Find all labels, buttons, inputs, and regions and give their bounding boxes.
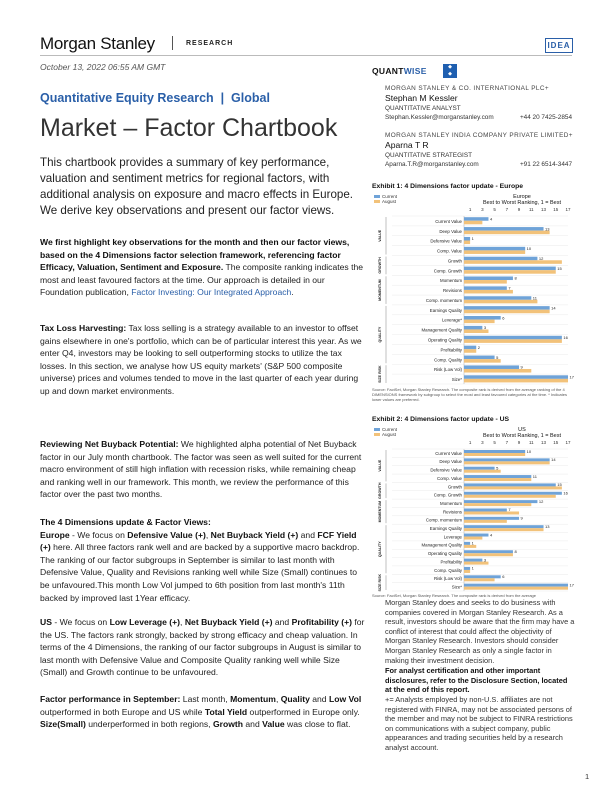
factor-views-paragraph: The 4 Dimensions update & Factor Views: Europe - We focus on Defensive Value (+), Net Buyback Yield (+) and FCF Yield (+) here. All three factors rank well and are backed by a supportive macro backdrop. The ranking of our factor subgroups in September is similar to last month with Defensive Value, Quality and Revisions ranking well while Size (Small) continues to be unfavoured.This month Low Vol jumped to 6th position from last month's 11th backed by improved last 1Year efficacy. <box>40 517 360 603</box>
bar-current <box>464 306 550 310</box>
group-label: VALUE <box>378 229 382 242</box>
perf-factor-quality: Quality <box>280 694 310 704</box>
bar-august <box>464 221 482 225</box>
bar-data-label: 12 <box>538 498 544 504</box>
x-tick-label: 7 <box>505 207 509 212</box>
category-label: Defensive Value <box>430 238 462 244</box>
category-label: Revisions <box>442 288 462 294</box>
bar-august <box>464 503 531 506</box>
bar-data-label: 12 <box>538 255 544 261</box>
performance-text-1: Last month, <box>180 694 231 704</box>
bar-august <box>464 578 495 581</box>
summary-paragraph: This chartbook provides a summary of key performance, valuation and sentiment metrics for regional factors, with additional analysis on exposure and macro effects in Europe. We derive key observations and present our factor views. <box>40 156 354 217</box>
brand-logo: Morgan Stanley <box>40 34 155 53</box>
intro-text: The composite ranking indicates the most and least favoured factors at the time. Our approach is detailed in our Foundation publication, <box>40 262 364 298</box>
category-label: Size* <box>451 584 462 590</box>
bar-august <box>464 495 556 498</box>
category-label: Profitability <box>440 559 462 565</box>
legend-label-current: Current <box>382 427 398 432</box>
bar-data-label: 15 <box>557 265 562 271</box>
us-paragraph: US - We focus on Low Leverage (+), Net Buyback Yield (+) and Profitability (+) for the US. The factors rank strongly, backed by strong efficacy and cheap valuation. In terms of the 4 Dimensions, the ranking of our factor subgroups in August is similar to last month with Defensive Value and Composite Quality ranking well while Size (Small) and Growth continue to be unfavoured. <box>40 617 365 678</box>
perf-factor-value: Value <box>262 719 285 730</box>
bar-current <box>464 575 501 578</box>
legend-label-august: August <box>382 432 397 437</box>
bar-data-label: 4 <box>489 532 493 538</box>
group-label: QUALITY <box>378 541 382 558</box>
bar-current <box>464 346 476 350</box>
bar-data-label: 9 <box>520 364 523 370</box>
bar-august <box>464 528 544 531</box>
bar-august <box>464 461 550 464</box>
tax-loss-paragraph <box>40 322 365 398</box>
analyst-1-name: Stephan M Kessler <box>385 93 458 103</box>
legend-label-current: Current <box>382 194 398 199</box>
bar-august <box>464 379 568 383</box>
category-label: Comp. Value <box>436 248 462 254</box>
x-tick-label: 17 <box>565 440 571 445</box>
x-tick-label: 9 <box>517 207 521 212</box>
bar-data-label: 17 <box>569 582 574 588</box>
bar-data-label: 8 <box>514 275 517 281</box>
x-tick-label: 3 <box>481 440 484 445</box>
bar-august <box>464 453 525 456</box>
legend-label-august: August <box>382 199 397 204</box>
category-label: Momentum <box>440 278 462 284</box>
group-label: SIZE RISK <box>378 573 382 592</box>
header-rule <box>40 55 572 56</box>
europe-factor-2: Net Buyback Yield (+) <box>210 529 299 540</box>
analyst-2-company: MORGAN STANLEY INDIA COMPANY PRIVATE LIMITED+ <box>385 132 573 139</box>
bar-data-label: 11 <box>532 473 537 479</box>
europe-factor-3: FCF Yield (+) <box>40 529 357 553</box>
foundation-link[interactable]: Factor Investing: Our Integrated Approach <box>131 287 292 298</box>
bar-data-label: 15 <box>557 482 562 488</box>
header-divider <box>172 36 173 50</box>
bar-data-label: 11 <box>532 295 537 301</box>
bar-data-label: 6 <box>502 315 505 321</box>
bar-data-label: 14 <box>551 457 556 463</box>
bar-current <box>464 267 556 271</box>
bar-current <box>464 296 531 300</box>
exhibit-2-chart <box>372 425 572 593</box>
analyst-2-name: Aparna T R <box>385 140 429 150</box>
legend-swatch-current <box>374 195 380 198</box>
group-label: VALUE <box>378 459 382 472</box>
perf-factor-lowvol: Low Vol <box>328 694 362 704</box>
quantwise-a: QUANT <box>372 66 404 76</box>
category-label: Comp. momentum <box>425 297 462 303</box>
bar-current <box>464 534 488 537</box>
group-label: GROWTH <box>378 482 382 499</box>
bar-august <box>464 511 519 514</box>
bar-data-label: 5 <box>496 465 499 471</box>
disclaimer <box>385 598 575 753</box>
bar-current <box>464 227 544 231</box>
disclaimer-p1: Morgan Stanley does and seeks to do business with companies covered in Morgan Stanley Research. As a result, investors should be aware that the firm may have a conflict of interest that could affect the objectivity of Morgan Stanley Research. Investors should consider Morgan Stanley Research as only a single factor in making their investment decision. <box>385 598 575 665</box>
legend-swatch-august <box>374 200 380 203</box>
exhibit-1-title: Exhibit 1: 4 Dimensions factor update - Europe <box>372 183 524 190</box>
bar-data-label: 10 <box>526 448 532 454</box>
group-label: MOMENTUM <box>378 279 382 301</box>
bar-current <box>464 356 495 360</box>
performance-text-3: outperformed in Europe only. <box>247 706 360 717</box>
analyst-2-phone: +91 22 6514-3447 <box>519 161 572 168</box>
bar-current <box>464 475 531 478</box>
bar-data-label: 13 <box>545 226 550 232</box>
europe-text-1: - We focus on <box>69 529 128 540</box>
category-label: Risk (Low Vol) <box>433 576 462 582</box>
tax-loss-text: Tax loss selling is a strategy available to an investor to offset gains elsewhere in one's portfolio, which can be of particular interest this year. As we enter Q4, investors may be looking to sell outperforming stocks to utilize the tax losses. In this section, we analyse how US equity markets' (S&P 500 composite universe) prices and volumes tended to move in the last quarter of each year during up and down market environments. <box>40 323 362 396</box>
bar-august <box>464 349 476 353</box>
bar-current <box>464 450 525 453</box>
category-label: Operating Quality <box>427 337 462 343</box>
bar-current <box>464 217 488 221</box>
bar-data-label: 8 <box>514 548 517 554</box>
disclaimer-p2: For analyst certification and other important disclosures, refer to the Disclosure Section, located at the end of this report. <box>385 666 568 695</box>
europe-factor-1: Defensive Value (+) <box>127 529 206 540</box>
bar-current <box>464 559 482 562</box>
bar-current <box>464 467 495 470</box>
category-label: Earnings Quality <box>429 526 462 532</box>
x-tick-label: 13 <box>541 440 547 445</box>
bar-data-label: 3 <box>483 557 487 563</box>
exhibit-2-source: Source: FactSet, Morgan Stanley Research. The composite rank is derived from the average <box>372 593 537 598</box>
bar-august <box>464 520 507 523</box>
bar-august <box>464 545 476 548</box>
bar-august <box>464 270 556 274</box>
chart-title: Europe <box>513 194 531 200</box>
bar-current <box>464 550 513 553</box>
category-label: Risk (Low Vol) <box>433 367 462 373</box>
chart-title: US <box>518 427 526 433</box>
bar-august <box>464 260 562 264</box>
bar-current <box>464 286 507 290</box>
us-text-1: - We focus on <box>51 617 110 627</box>
bar-current <box>464 247 525 251</box>
tax-loss-heading: Tax Loss Harvesting: <box>40 323 127 333</box>
bar-august <box>464 570 470 573</box>
x-tick-label: 15 <box>553 207 559 212</box>
analyst-2-email[interactable]: Aparna.T.R@morganstanley.com <box>385 161 479 168</box>
category-label: Deep Value <box>439 228 462 234</box>
bar-august <box>464 339 562 343</box>
bar-data-label: 7 <box>508 285 511 291</box>
us-factor-1: Low Leverage (+) <box>109 617 181 627</box>
bar-data-label: 5 <box>496 354 499 360</box>
performance-text-2: outperformed in both Europe and US while <box>40 706 205 717</box>
x-tick-label: 5 <box>493 440 496 445</box>
legend-swatch-current <box>374 428 380 431</box>
category-label: Management Quality <box>421 327 462 333</box>
bar-current <box>464 237 470 241</box>
x-tick-label: 3 <box>481 207 484 212</box>
category-label: Growth <box>447 484 462 490</box>
bar-current <box>464 525 544 528</box>
bar-current <box>464 276 513 280</box>
category-label: Comp. momentum <box>425 517 462 523</box>
chart-subtitle: Best to Worst Ranking, 1 = Best <box>482 433 562 439</box>
bar-august <box>464 310 550 314</box>
category-label: Operating Quality <box>427 551 462 557</box>
category-label: Size* <box>451 377 462 383</box>
x-tick-label: 11 <box>528 440 534 445</box>
category-label: Comp. Quality <box>434 567 462 573</box>
buyback-paragraph <box>40 438 365 501</box>
analyst-1-email[interactable]: Stephan.Kessler@morganstanley.com <box>385 114 494 121</box>
bar-current <box>464 365 519 369</box>
category-label: Leverage* <box>441 317 462 323</box>
bar-august <box>464 300 537 304</box>
category-label: Leverage <box>443 534 462 540</box>
buyback-text: We highlighted alpha potential of Net Buyback factor in our July month chartbook. The factor was seen as well suited for the current macro environment of still high inflation with recession risks, while remaining cheap and ranking well in our framework. This month, we review the performance of this factor over the past two months. <box>40 439 362 500</box>
performance-heading: Factor performance in September: <box>40 694 181 704</box>
x-tick-label: 11 <box>528 207 534 212</box>
bar-august <box>464 290 513 294</box>
category-label: Momentum <box>440 500 462 506</box>
performance-paragraph: Factor performance in September: Last month, Momentum, Quality and Low Vol outperformed in both Europe and US while Total Yield outperformed in Europe only. Size(Small) underperformed in both regions, Growth and Value was close to flat. <box>40 694 362 730</box>
category-label: Defensive Value <box>430 467 462 473</box>
category-label: Profitability <box>440 347 462 353</box>
legend-swatch-august <box>374 433 380 436</box>
category-label: Comp. Quality <box>434 357 462 363</box>
bar-august <box>464 231 550 235</box>
category-label: Comp. Value <box>436 475 462 481</box>
bar-current <box>464 542 470 545</box>
us-label: US <box>40 617 52 627</box>
department-title: Quantitative Equity Research | Global <box>40 91 270 105</box>
group-label: SIZE RISK <box>378 365 382 383</box>
bar-data-label: 13 <box>545 523 550 529</box>
category-label: Earnings Quality <box>429 307 462 313</box>
bar-august <box>464 478 531 481</box>
group-label: GROWTH <box>378 257 382 274</box>
chart-subtitle: Best to Worst Ranking, 1 = Best <box>482 200 562 206</box>
analyst-1-role: QUANTITATIVE ANALYST <box>385 105 461 112</box>
quantwise-logo <box>372 66 427 76</box>
bar-data-label: 16 <box>563 490 568 496</box>
bar-data-label: 4 <box>489 216 493 222</box>
intro-paragraph: We first highlight key observations for the month and then our factor views, based on the 4 Dimensions factor selection framework, referencing factor Efficacy, Valuation, Sentiment and Exposure. The composite ranking indicates the most and least favoured factors at the time. Our approach is detailed in our Foundation publication, Factor Investing: Our Integrated Approach. <box>40 237 364 298</box>
idea-badge: IDEA <box>545 38 573 53</box>
category-label: Comp. Growth <box>433 492 462 498</box>
performance-text-4: underperformed in both regions, <box>85 719 213 730</box>
bar-current <box>464 508 507 511</box>
quantwise-icon: ◆ ◆ <box>443 64 457 78</box>
x-tick-label: 9 <box>517 440 521 445</box>
bar-data-label: 9 <box>520 515 523 521</box>
exhibit-1-chart <box>372 192 572 386</box>
bar-august <box>464 553 513 556</box>
publish-date: October 13, 2022 06:55 AM GMT <box>40 62 166 72</box>
bar-august <box>464 537 482 540</box>
bar-current <box>464 336 562 340</box>
x-tick-label: 15 <box>553 440 559 445</box>
x-tick-label: 1 <box>468 440 472 445</box>
category-label: Revisions <box>442 509 462 515</box>
bar-data-label: 2 <box>477 344 480 350</box>
group-label: MOMENTUM <box>378 500 382 523</box>
group-label: QUALITY <box>378 326 382 343</box>
perf-factor-totalyield: Total Yield <box>204 706 248 717</box>
analyst-card-2 <box>385 131 573 169</box>
analyst-2-role: QUANTITATIVE STRATEGIST <box>385 152 472 159</box>
disclaimer-p3: += Analysts employed by non-U.S. affiliates are not registered with FINRA, may not be associated persons of the member and may not be subject to FINRA restrictions on communications with a subject company, public appearances and trading securities held by a research analyst account. <box>385 694 573 752</box>
bar-august <box>464 280 507 284</box>
us-text-2: for the US. The factors rank strongly, backed by strong efficacy and cheap valuation. In terms of the 4 Dimensions, the ranking of our factor subgroups in August is similar to last month with Defensive Value and Composite Quality ranking well while Size (Small) and Growth continue to be unfavoured. <box>40 617 365 678</box>
perf-factor-growth: Growth <box>212 719 244 730</box>
section-label: RESEARCH <box>186 40 234 47</box>
bar-data-label: 14 <box>551 305 556 311</box>
x-tick-label: 13 <box>541 207 547 212</box>
bar-current <box>464 316 501 320</box>
bar-data-label: 17 <box>569 374 574 380</box>
x-tick-label: 1 <box>468 207 472 212</box>
bar-august <box>464 320 495 324</box>
x-tick-label: 5 <box>493 207 496 212</box>
x-tick-label: 17 <box>565 207 571 212</box>
intro-bold: We first highlight key observations for the month and then our factor views, based on the 4 Dimensions factor selection framework, referencing factor Efficacy, Valuation, Sentiment and Exposure. <box>40 237 350 273</box>
bar-current <box>464 257 537 261</box>
category-label: Growth <box>447 258 462 264</box>
europe-text-2: here. All three factors rank well and are backed by a supportive macro backdrop. The ranking of our factor subgroups in September is similar to last month with Defensive Value, Quality and Revisions ranking well while Size (Small) continues to be unfavoured.This month Low Vol jumped to 6th position from last month's 11th backed by improved last 1Year efficacy. <box>40 542 360 603</box>
bar-data-label: 1 <box>471 540 474 546</box>
perf-factor-momentum: Momentum <box>230 694 276 704</box>
performance-text-5: was close to flat. <box>284 719 351 730</box>
bar-current <box>464 584 568 587</box>
buyback-heading: Reviewing Net Buyback Potential: <box>40 439 179 449</box>
us-factor-2: Net Buyback Yield (+) <box>184 617 273 627</box>
analyst-1-company: MORGAN STANLEY & CO. INTERNATIONAL PLC+ <box>385 85 549 92</box>
europe-label: Europe <box>40 529 70 540</box>
bar-current <box>464 567 470 570</box>
perf-factor-size: Size(Small) <box>40 719 86 730</box>
bar-data-label: 16 <box>563 335 568 341</box>
x-tick-label: 7 <box>505 440 509 445</box>
page-title: Market – Factor Chartbook <box>40 114 338 142</box>
analyst-card-1 <box>385 84 572 122</box>
category-label: Current Value <box>435 450 462 456</box>
bar-data-label: 1 <box>471 565 474 571</box>
exhibit-1-source: Source: FactSet, Morgan Stanley Research. The composite rank is derived from the average ranking of the 4 DIMENSIONS framework by subgroup to select the most and least favoured categories at the time. * Indicates lower values are preferred. <box>372 387 567 402</box>
bar-data-label: 3 <box>483 325 487 331</box>
bar-august <box>464 486 562 489</box>
quantwise-b: WISE <box>403 66 427 76</box>
bar-data-label: 1 <box>471 236 474 242</box>
bar-data-label: 7 <box>508 507 511 513</box>
bar-current <box>464 458 550 461</box>
bar-current <box>464 492 562 495</box>
us-factor-3: Profitability (+) <box>291 617 352 627</box>
category-label: Management Quality <box>421 542 462 548</box>
bar-august <box>464 241 470 245</box>
analyst-1-phone: +44 20 7425-2854 <box>519 114 572 121</box>
bar-current <box>464 500 537 503</box>
bar-data-label: 6 <box>502 574 505 580</box>
bar-august <box>464 587 568 590</box>
factor-views-heading: The 4 Dimensions update & Factor Views: <box>40 517 211 527</box>
category-label: Deep Value <box>439 459 462 465</box>
bar-current <box>464 326 482 330</box>
exhibit-2-title: Exhibit 2: 4 Dimensions factor update - US <box>372 416 510 423</box>
bar-current <box>464 375 568 379</box>
category-label: Comp. Growth <box>433 268 462 274</box>
bar-data-label: 10 <box>526 246 532 252</box>
bar-current <box>464 517 519 520</box>
category-label: Current Value <box>435 218 462 224</box>
bar-august <box>464 250 525 254</box>
bar-current <box>464 483 556 486</box>
page-number: 1 <box>585 772 590 781</box>
